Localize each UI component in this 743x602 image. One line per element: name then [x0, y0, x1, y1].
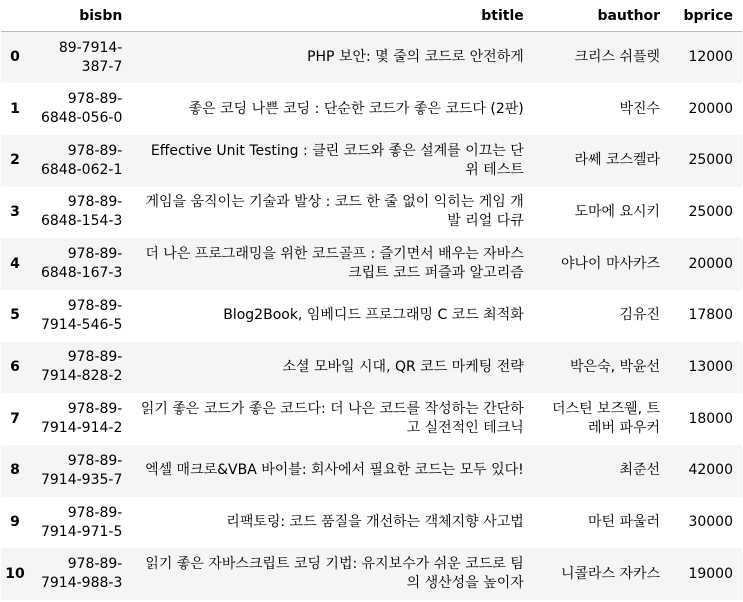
- table-row: [1, 342, 742, 394]
- cell-bisbn: 978-89-7914-546-5: [29, 290, 131, 342]
- cell-bisbn: 978-89-7914-988-3: [29, 548, 131, 600]
- cell-bprice: 20000: [669, 238, 742, 290]
- cell-bisbn: 978-89-6848-056-0: [29, 83, 131, 135]
- row-index: 6: [1, 342, 29, 394]
- row-index: 0: [1, 32, 29, 84]
- cell-bprice: 18000: [669, 393, 742, 445]
- cell-btitle: 엑셀 매크로&VBA 바이블: 회사에서 필요한 코드는 모두 있다!: [131, 445, 532, 497]
- header-bprice: bprice: [669, 0, 742, 32]
- table-row: [1, 83, 742, 135]
- table-row: [1, 393, 742, 445]
- cell-bauthor: 야나이 마사카즈: [533, 238, 669, 290]
- table-body: [1, 32, 742, 601]
- cell-btitle: 소셜 모바일 시대, QR 코드 마케팅 전략: [131, 342, 532, 394]
- cell-bprice: 13000: [669, 342, 742, 394]
- header-bauthor: bauthor: [533, 0, 669, 32]
- cell-bprice: 20000: [669, 83, 742, 135]
- cell-bprice: 25000: [669, 187, 742, 239]
- dataframe-table: [1, 0, 742, 600]
- row-index: 8: [1, 445, 29, 497]
- cell-bisbn: 978-89-6848-167-3: [29, 238, 131, 290]
- cell-bauthor: 마틴 파울러: [533, 497, 669, 549]
- cell-bauthor: 도마에 요시키: [533, 187, 669, 239]
- cell-bisbn: 978-89-7914-914-2: [29, 393, 131, 445]
- row-index: 4: [1, 238, 29, 290]
- row-index: 3: [1, 187, 29, 239]
- header-bisbn: bisbn: [29, 0, 131, 32]
- cell-btitle: 읽기 좋은 자바스크립트 코딩 기법: 유지보수가 쉬운 코드로 팀의 생산성을 높이자: [131, 548, 532, 600]
- cell-bprice: 12000: [669, 32, 742, 84]
- cell-bprice: 42000: [669, 445, 742, 497]
- cell-btitle: 좋은 코딩 나쁜 코딩 : 단순한 코드가 좋은 코드다 (2판): [131, 83, 532, 135]
- header-row: [1, 0, 742, 32]
- cell-bauthor: 크리스 쉬플렛: [533, 32, 669, 84]
- cell-btitle: 읽기 좋은 코드가 좋은 코드다: 더 나은 코드를 작성하는 간단하고 실전적인 테크닉: [131, 393, 532, 445]
- cell-bisbn: 978-89-7914-971-5: [29, 497, 131, 549]
- row-index: 9: [1, 497, 29, 549]
- table-row: [1, 290, 742, 342]
- table-row: [1, 238, 742, 290]
- table-row: [1, 32, 742, 84]
- cell-bauthor: 라쎄 코스켈라: [533, 135, 669, 187]
- cell-bisbn: 978-89-7914-828-2: [29, 342, 131, 394]
- header-index: [1, 0, 29, 32]
- cell-btitle: PHP 보안: 몇 줄의 코드로 안전하게: [131, 32, 532, 84]
- table-row: [1, 445, 742, 497]
- cell-bprice: 30000: [669, 497, 742, 549]
- cell-bisbn: 89-7914-387-7: [29, 32, 131, 84]
- row-index: 1: [1, 83, 29, 135]
- row-index: 5: [1, 290, 29, 342]
- cell-bisbn: 978-89-6848-062-1: [29, 135, 131, 187]
- table-row: [1, 497, 742, 549]
- row-index: 10: [1, 548, 29, 600]
- cell-btitle: 더 나은 프로그래밍을 위한 코드골프 : 즐기면서 배우는 자바스크립트 코드 퍼즐과 알고리즘: [131, 238, 532, 290]
- cell-bauthor: 김유진: [533, 290, 669, 342]
- cell-btitle: Blog2Book, 임베디드 프로그래밍 C 코드 최적화: [131, 290, 532, 342]
- cell-btitle: Effective Unit Testing : 클린 코드와 좋은 설계를 이끄는 단위 테스트: [131, 135, 532, 187]
- table-row: [1, 187, 742, 239]
- cell-bauthor: 박은숙, 박윤선: [533, 342, 669, 394]
- row-index: 7: [1, 393, 29, 445]
- cell-btitle: 게임을 움직이는 기술과 발상 : 코드 한 줄 없이 익히는 게임 개발 리얼 다큐: [131, 187, 532, 239]
- cell-bauthor: 박진수: [533, 83, 669, 135]
- table-row: [1, 135, 742, 187]
- header-btitle: btitle: [131, 0, 532, 32]
- cell-bisbn: 978-89-7914-935-7: [29, 445, 131, 497]
- cell-bauthor: 최준선: [533, 445, 669, 497]
- cell-bprice: 25000: [669, 135, 742, 187]
- cell-bprice: 19000: [669, 548, 742, 600]
- row-index: 2: [1, 135, 29, 187]
- cell-bprice: 17800: [669, 290, 742, 342]
- cell-bauthor: 더스틴 보즈웰, 트레버 파우커: [533, 393, 669, 445]
- cell-btitle: 리팩토링: 코드 품질을 개선하는 객체지향 사고법: [131, 497, 532, 549]
- table-row: [1, 548, 742, 600]
- cell-bisbn: 978-89-6848-154-3: [29, 187, 131, 239]
- cell-bauthor: 니콜라스 자카스: [533, 548, 669, 600]
